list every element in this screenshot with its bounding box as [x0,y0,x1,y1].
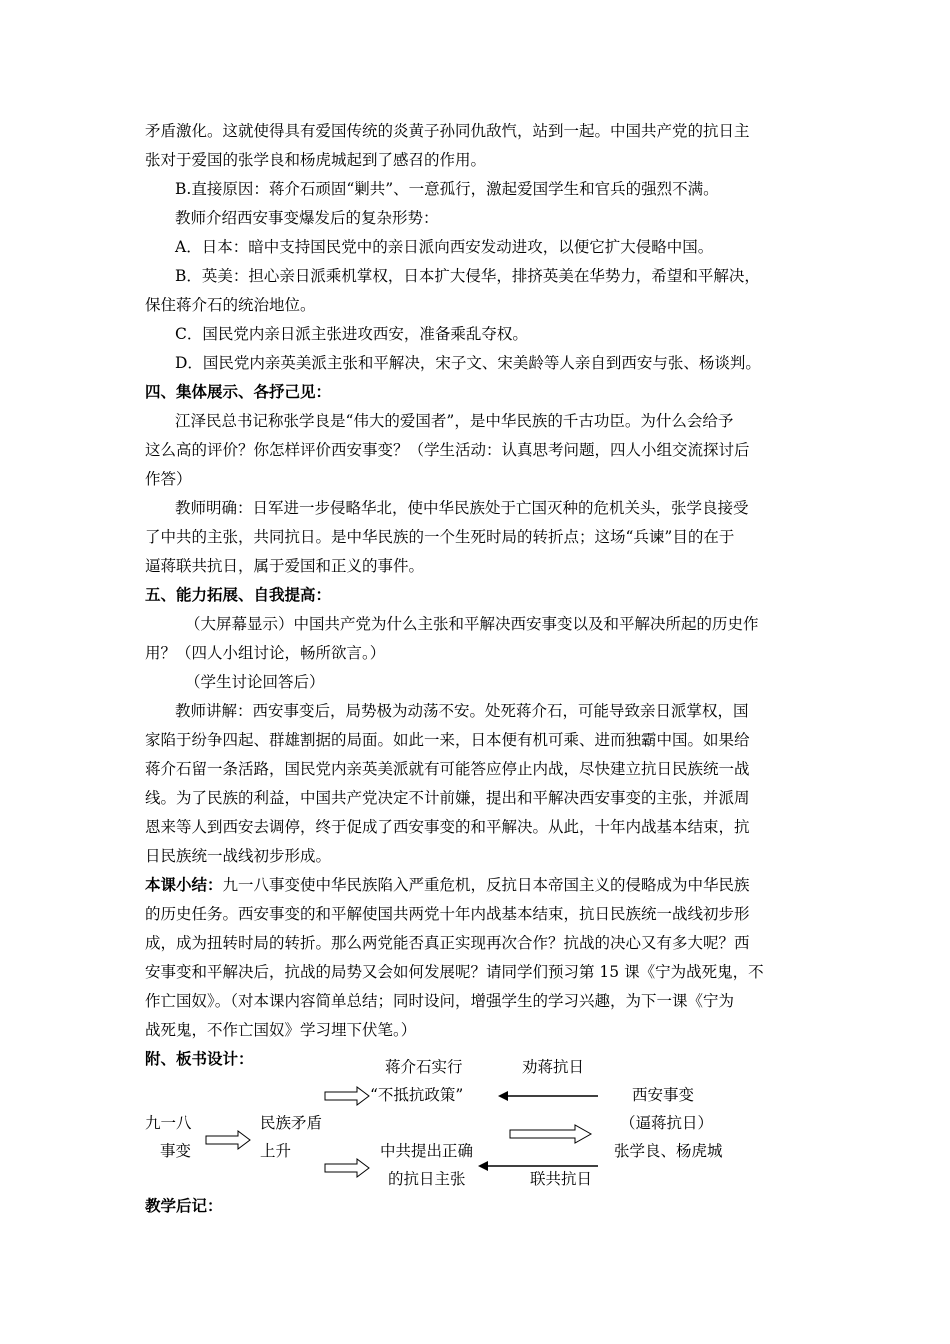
board-node-chiang-line2: “不抵抗政策” [370,1086,464,1104]
paragraph-line: A．日本：暗中支持国民党中的亲日派向西安发动进攻，以便它扩大侵略中国。 [175,238,714,256]
board-node-ccp-line1: 中共提出正确 [380,1142,474,1160]
line-arrow-ally-head [478,1161,488,1171]
board-node-918-line1: 九一八 [145,1114,192,1132]
board-label-urge: 劝蒋抗日 [522,1058,585,1076]
block-arrow-1 [206,1131,250,1149]
paragraph-line: 战死鬼，不作亡国奴》学习埋下伏笔。） [145,1021,417,1039]
board-node-chiang-line1: 蒋介石实行 [385,1058,463,1076]
paragraph-line: 保住蒋介石的统治地位。 [145,296,316,314]
board-node-918-line2: 事变 [160,1142,192,1160]
line-arrow-urge-head [498,1091,508,1101]
paragraph-line: 用？（四人小组讨论，畅所欲言。） [145,644,386,662]
block-arrow-2 [325,1087,369,1105]
paragraph-line: 教师介绍西安事变爆发后的复杂形势： [175,209,439,227]
board-label-ally: 联共抗日 [530,1170,593,1188]
block-arrow-4 [510,1125,591,1143]
paragraph-line: 蒋介石留一条活路，国民党内亲英美派就有可能答应停止内战，尽快建立抗日民族统一战 [145,760,750,778]
paragraph-line: 安事变和平解决后，抗战的局势又会如何发展呢？请同学们预习第 15 课《宁为战死鬼，不 [145,963,764,981]
paragraph-line: 这么高的评价？你怎样评价西安事变？（学生活动：认真思考问题，四人小组交流探讨后 [145,441,750,459]
paragraph-line: B.直接原因：蒋介石顽固“剿共”、一意孤行，激起爱国学生和官兵的强烈不满。 [175,180,719,198]
summary-label: 本课小结： [145,875,223,894]
paragraph-line: 教师明确：日军进一步侵略华北，使中华民族处于亡国灭种的危机关头，张学良接受 [175,499,749,517]
section-heading-4: 四、集体展示、各抒己见： [145,382,332,401]
paragraph-line: 线。为了民族的利益，中国共产党决定不计前嫌，提出和平解决西安事变的主张，并派周 [145,789,750,807]
paragraph-line: 作亡国奴》。（对本课内容简单总结；同时设问，增强学生的学习兴趣，为下一课《宁为 [145,992,735,1010]
section-heading-5: 五、能力拓展、自我提高： [145,585,332,604]
paragraph-line: 日民族统一战线初步形成。 [145,847,332,865]
board-design-heading: 附、板书设计： [145,1049,254,1068]
board-node-contradiction-line2: 上升 [260,1142,292,1160]
paragraph-line: 了中共的主张，共同抗日。是中华民族的一个生死时局的转折点；这场“兵谏”目的在于 [145,528,735,546]
board-node-xian-line3: 张学良、杨虎城 [614,1142,723,1160]
paragraph-line: C．国民党内亲日派主张进攻西安，准备乘乱夺权。 [175,325,528,343]
paragraph-line: B．英美：担心亲日派乘机掌权，日本扩大侵华，排挤英美在华势力，希望和平解决， [175,267,760,285]
paragraph-line: 作答） [145,470,192,488]
block-arrow-3 [325,1159,369,1177]
board-node-contradiction-line1: 民族矛盾 [260,1114,323,1132]
paragraph-line: 张对于爱国的张学良和杨虎城起到了感召的作用。 [145,151,487,169]
paragraph-line: 的历史任务。西安事变的和平解使国共两党十年内战基本结束，抗日民族统一战线初步形 [145,905,750,923]
teaching-notes-heading: 教学后记： [145,1196,223,1215]
board-node-xian-line2: （逼蒋抗日） [620,1114,714,1132]
paragraph-line: 逼蒋联共抗日，属于爱国和正义的事件。 [145,557,425,575]
paragraph-line: 成，成为扭转时局的转折。那么两党能否真正实现再次合作？抗战的决心又有多大呢？西 [145,934,750,952]
paragraph-line: （大屏幕显示）中国共产党为什么主张和平解决西安事变以及和平解决所起的历史作 [185,615,759,633]
paragraph-line: 矛盾激化。这就使得具有爱国传统的炎黄子孙同仇敌忾，站到一起。中国共产党的抗日主 [145,122,750,140]
paragraph-line: 江泽民总书记称张学良是“伟大的爱国者”，是中华民族的千古功臣。为什么会给予 [175,412,734,430]
paragraph-line: 教师讲解：西安事变后，局势极为动荡不安。处死蒋介石，可能导致亲日派掌权，国 [175,702,749,720]
summary-text: 九一八事变使中华民族陷入严重危机，反抗日本帝国主义的侵略成为中华民族 [222,876,750,894]
paragraph-line: 恩来等人到西安去调停，终于促成了西安事变的和平解决。从此，十年内战基本结束，抗 [145,818,750,836]
paragraph-line: （学生讨论回答后） [185,673,325,691]
board-node-ccp-line2: 的抗日主张 [388,1170,466,1188]
paragraph-line: D．国民党内亲英美派主张和平解决，宋子文、宋美龄等人亲自到西安与张、杨谈判。 [175,354,761,372]
paragraph-line: 家陷于纷争四起、群雄割据的局面。如此一来，日本便有机可乘、进而独霸中国。如果给 [145,731,750,749]
board-node-xian-line1: 西安事变 [632,1086,695,1104]
